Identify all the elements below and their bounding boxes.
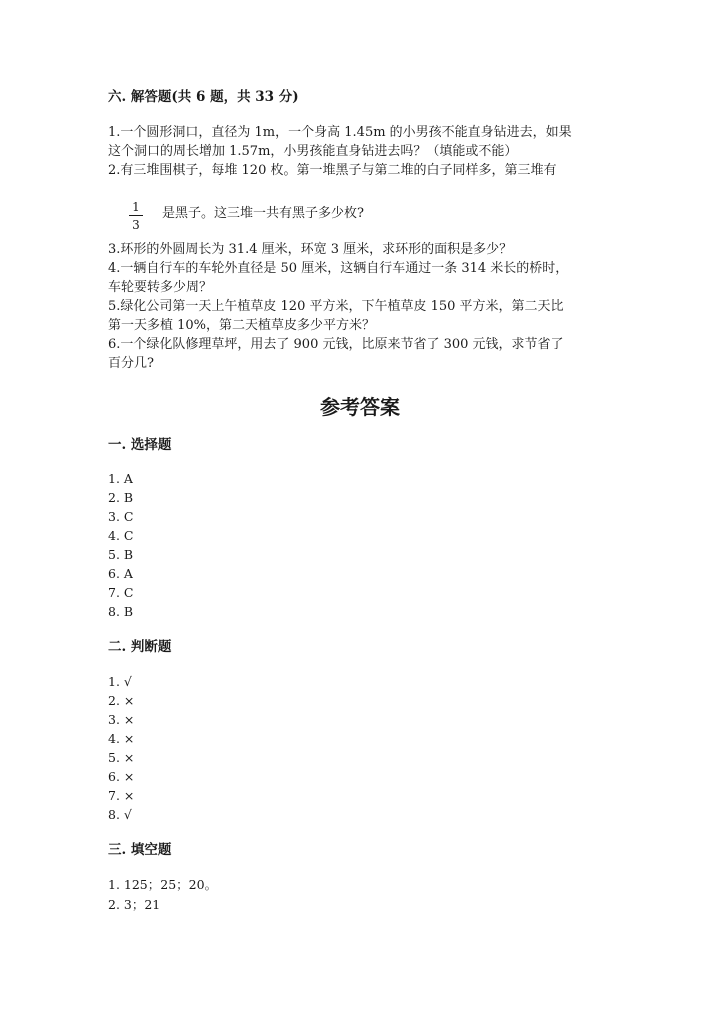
question-1-line-1: 1.一个圆形洞口，直径为 1m，一个身高 1.45m 的小男孩不能直身钻进去，如果 bbox=[108, 125, 572, 140]
question-6-line-2: 百分几? bbox=[108, 356, 154, 371]
answer-item: 5. B bbox=[108, 547, 134, 562]
answer-item: 6. × bbox=[108, 769, 135, 784]
answer-item: 2. B bbox=[108, 490, 134, 505]
question-6-line-1: 6.一个绿化队修理草坪，用去了 900 元钱，比原来节省了 300 元钱，求节省了 bbox=[108, 337, 564, 352]
part-2-title: 二. 判断题 bbox=[108, 639, 172, 655]
question-2-line-2: 是黑子。这三堆一共有黑子多少枚? bbox=[162, 206, 364, 221]
section-6-title: 六. 解答题(共 6 题，共 33 分) bbox=[108, 89, 299, 105]
answer-item: 6. A bbox=[108, 566, 133, 581]
answer-item: 3. × bbox=[108, 712, 135, 727]
answer-item: 4. C bbox=[108, 528, 134, 543]
answer-item: 1. √ bbox=[108, 674, 132, 689]
part-3-title: 三. 填空题 bbox=[108, 842, 172, 858]
question-4-line-1: 4.一辆自行车的车轮外直径是 50 厘米，这辆自行车通过一条 314 米长的桥时， bbox=[108, 261, 569, 276]
answer-item: 7. × bbox=[108, 788, 135, 803]
question-2-line-1: 2.有三堆围棋子，每堆 120 枚。第一堆黑子与第二堆的白子同样多，第三堆有 bbox=[108, 163, 557, 178]
answer-item: 1. 125；25；20。 bbox=[108, 877, 218, 892]
answer-item: 1. A bbox=[108, 471, 133, 486]
fraction-denominator: 3 bbox=[132, 218, 140, 232]
fraction-numerator: 1 bbox=[132, 200, 140, 214]
question-4-line-2: 车轮要转多少周？ bbox=[108, 280, 213, 295]
fraction-one-third bbox=[126, 200, 146, 232]
fraction-bar bbox=[129, 215, 143, 216]
part-1-title: 一. 选择题 bbox=[108, 437, 172, 453]
answer-key-title: 参考答案 bbox=[320, 395, 400, 419]
answer-item: 4. × bbox=[108, 731, 135, 746]
question-5-line-2: 第一天多植 10%，第二天植草皮多少平方米？ bbox=[108, 318, 376, 333]
answer-item: 7. C bbox=[108, 585, 134, 600]
answer-item: 5. × bbox=[108, 750, 135, 765]
question-3: 3.环形的外圆周长为 31.4 厘米，环宽 3 厘米，求环形的面积是多少？ bbox=[108, 242, 513, 257]
answer-item: 8. √ bbox=[108, 807, 132, 822]
answer-item: 2. 3；21 bbox=[108, 897, 161, 912]
question-1-line-2: 这个洞口的周长增加 1.57m，小男孩能直身钻进去吗？（填能或不能） bbox=[108, 144, 518, 159]
answer-item: 3. C bbox=[108, 509, 134, 524]
answer-item: 2. × bbox=[108, 693, 135, 708]
question-5-line-1: 5.绿化公司第一天上午植草皮 120 平方米，下午植草皮 150 平方米，第二天比 bbox=[108, 299, 564, 314]
answer-item: 8. B bbox=[108, 604, 134, 619]
